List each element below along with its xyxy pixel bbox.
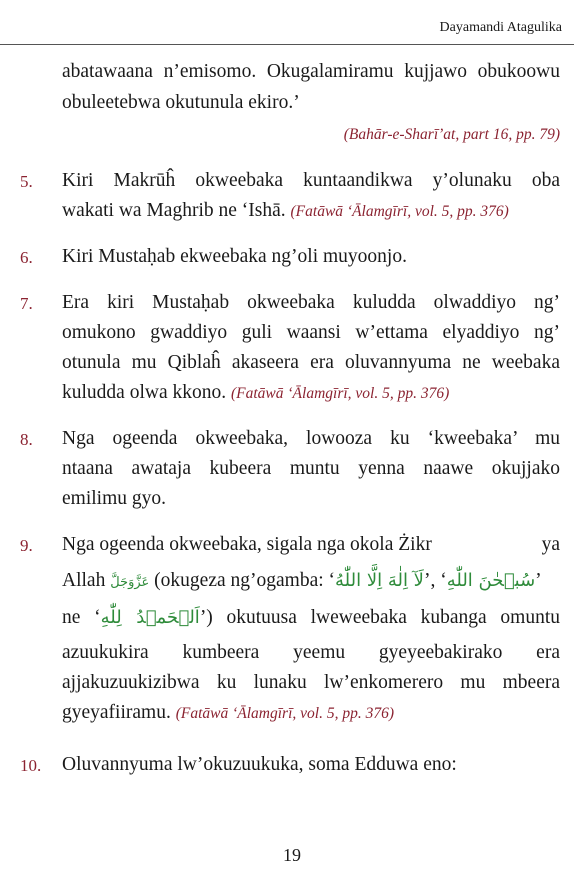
- item-9-line-5: ajjakuzuukizibwa ku lunaku lw’enkomerero mu mbeera: [62, 672, 560, 693]
- item-9-reference: (Fatāwā ‘Ālamgīrī, vol. 5, pp. 376): [175, 705, 394, 722]
- item-9-line-4: azuukukira kumbeera yeemu gyeyeebakirako era: [62, 642, 560, 663]
- header-rule: [0, 44, 574, 45]
- item-7-line-2: omukono gwaddiyo guli waansi w’ettama elyaddiyo ng’: [62, 322, 560, 343]
- item-9-text-open: (okugeza ng’ogamba: ‘: [154, 570, 336, 591]
- intro-line-2: obuleetebwa okutunula ekiro.’: [62, 92, 300, 113]
- item-6-line-1: Kiri Mustaḥab ekweebaka ng’oli muyoonjo.: [62, 246, 407, 267]
- running-header: Dayamandi Atagulika: [439, 20, 562, 35]
- item-9-arabic-hamd: اَلۡحَمۡدُ لِلّٰهِ: [100, 607, 200, 628]
- item-5-reference: (Fatāwā ‘Ālamgīrī, vol. 5, pp. 376): [290, 203, 509, 220]
- item-9-arabic-tahlil: لَآ اِلٰهَ اِلَّا اللّٰهُ: [335, 570, 424, 591]
- item-9-text-a: Nga ogeenda okweebaka, sigala nga okola Żikr: [62, 534, 432, 555]
- item-number-10: 10.: [20, 756, 42, 775]
- item-7-line-1: Era kiri Mustaḥab okweebaka kuludda olwaddiyo ng’: [62, 292, 560, 313]
- item-7-text: kuludda olwa kkono.: [62, 382, 227, 403]
- item-7-reference: (Fatāwā ‘Ālamgīrī, vol. 5, pp. 376): [230, 385, 450, 402]
- intro-reference: (Bahār-e-Sharī’at, part 16, pp. 79): [343, 126, 560, 143]
- item-9-line-1: [62, 531, 560, 559]
- page-number: 19: [283, 845, 301, 865]
- item-5-text: wakati wa Maghrib ne ‘Ishā.: [62, 200, 286, 221]
- item-number-7: 7.: [20, 294, 33, 313]
- item-9-allah: Allah: [62, 570, 106, 591]
- item-8-line-1: Nga ogeenda okweebaka, lowooza ku ‘kweebaka’ mu: [62, 428, 560, 449]
- item-number-5: 5.: [20, 172, 33, 191]
- item-9-close-quote: ’: [535, 570, 542, 591]
- intro-line-1: abatawaana n’emisomo. Okugalamiramu kujjawo obukoowu: [62, 61, 560, 82]
- item-10-line-1: Oluvannyuma lw’okuzuukuka, soma Edduwa eno:: [62, 754, 457, 775]
- item-9-arabic-honorific: عَزَّوَجَلَّ: [110, 575, 150, 590]
- item-number-9: 9.: [20, 536, 33, 555]
- item-9-arabic-tasbih: سُبۡحٰنَ اللّٰهِ: [446, 570, 536, 591]
- item-7-line-4: [62, 379, 560, 408]
- item-number-6: 6.: [20, 248, 33, 267]
- item-9-line-2: [62, 567, 560, 597]
- item-9-text-end: gyeyafiiramu.: [62, 702, 171, 723]
- item-number-8: 8.: [20, 430, 33, 449]
- item-9-separator: ’, ‘: [423, 570, 447, 591]
- item-9-line-6: [62, 699, 560, 728]
- item-9-line-3: [62, 604, 560, 632]
- item-8-line-3: emilimu gyo.: [62, 488, 166, 509]
- item-9-text-c: ’) okutuusa lweweebaka kubanga omuntu: [199, 607, 560, 628]
- item-5-line-1: Kiri Makrūĥ okweebaka kuntaandikwa y’olunaku oba: [62, 170, 560, 191]
- item-9-text-ne: ne ‘: [62, 607, 101, 628]
- item-9-text-b: ya: [541, 534, 560, 555]
- item-7-line-3: otunula mu Qiblaĥ akaseera era oluvannyuma ne weebaka: [62, 352, 560, 373]
- item-8-line-2: ntaana awataja kubeera muntu yenna naawe okujjako: [62, 458, 560, 479]
- item-5-line-2: [62, 197, 560, 226]
